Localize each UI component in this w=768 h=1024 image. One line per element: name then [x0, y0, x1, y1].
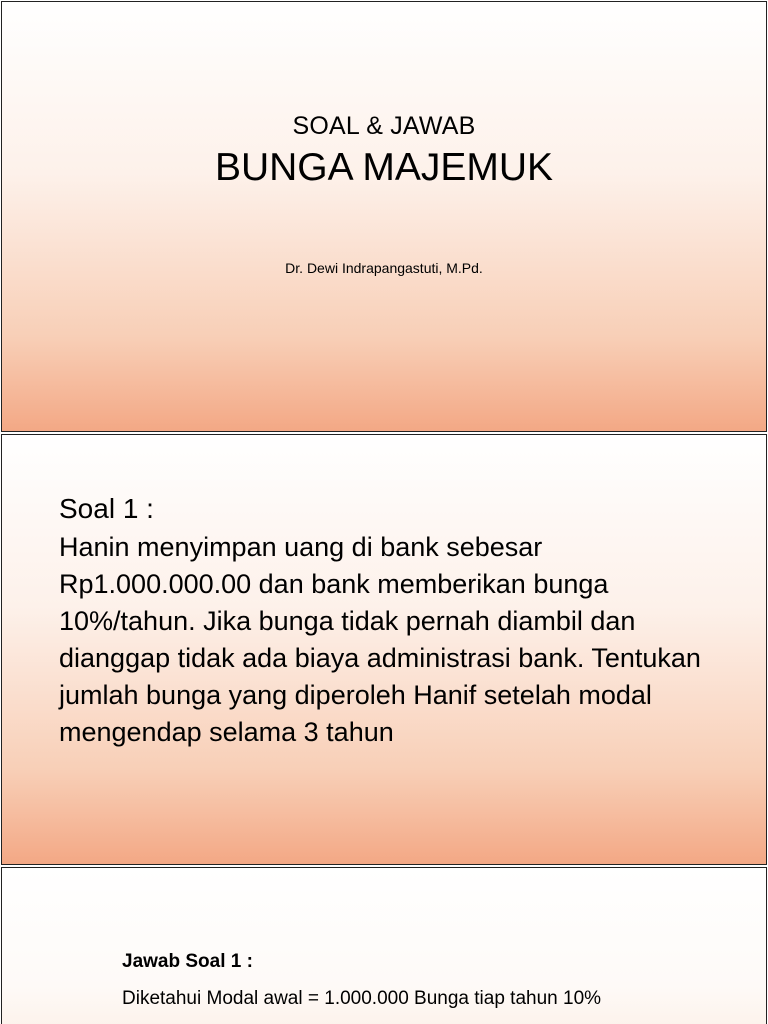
answer-text: Diketahui Modal awal = 1.000.000 Bunga tiap tahun 10% [122, 988, 602, 1009]
question-heading: Soal 1 : [59, 493, 154, 524]
question-slide [1, 434, 767, 865]
answer-heading: Jawab Soal 1 : [122, 951, 253, 972]
slide-subtitle: SOAL & JAWAB [292, 112, 476, 140]
question-text: Hanin menyimpan uang di bank sebesar Rp1.000.000.00 dan bank memberikan bunga 10%/tahun. Jika bunga tidak pernah diambil dan dianggap tidak ada biaya administrasi bank. Tentukan jumlah bunga yang diperoleh Hanif setelah modal mengendap selama 3 tahun [59, 532, 701, 747]
slide-title: BUNGA MAJEMUK [214, 146, 554, 189]
title-slide [1, 1, 767, 432]
answer-slide [1, 867, 767, 1024]
author-name: Dr. Dewi Indrapangastuti, M.Pd. [285, 260, 483, 276]
